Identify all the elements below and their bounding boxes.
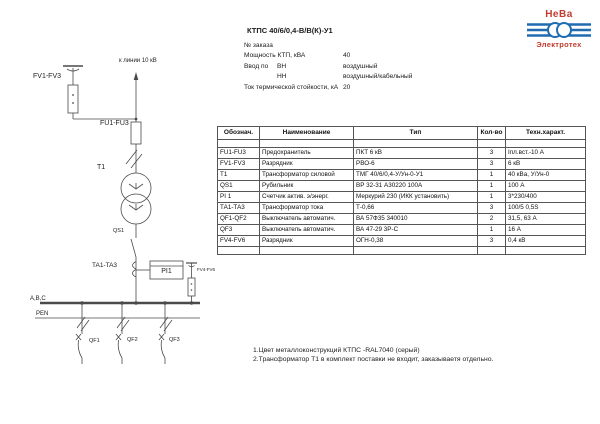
drawing-title: КТПС 40/6/0,4-В/В(К)-У1 — [247, 26, 333, 35]
table-row — [218, 140, 586, 148]
logo-text-top: НеВа — [545, 9, 573, 20]
spec-table — [217, 126, 586, 255]
qf3-label: QF3 — [169, 337, 180, 343]
table-row: ТА1-ТА3 Трансформатор тока Т-0,66 3 100/5 0,5S — [218, 203, 586, 214]
busbar-label: A,B,C — [30, 296, 46, 302]
thermal-label: Ток термической стойкости, кА — [244, 84, 339, 91]
table-row: FV1-FV3 Разрядник РВО-6 3 6 кВ — [218, 159, 586, 170]
table-row — [218, 247, 586, 255]
pen-label: PEN — [36, 311, 49, 317]
vn-label: ВН — [277, 63, 287, 70]
column-header: Обознач. — [218, 127, 260, 140]
thermal-value: 20 — [343, 84, 351, 91]
logo-text-bottom: Электротех — [536, 40, 582, 49]
table-row: QF1-QF2 Выключатель автоматич. ВА 57Ф35 340010 2 31,5, 63 А — [218, 214, 586, 225]
power-value: 40 — [343, 52, 351, 59]
column-header: Кол-во — [478, 127, 506, 140]
table-row: PI 1 Счетчик актив. э/энерг. Меркурий 230 (ИКК установить) 1 3*230/400 — [218, 192, 586, 203]
qf2-label: QF2 — [127, 337, 138, 343]
fv4-fv6-label: FV4-FV6 — [197, 267, 216, 272]
ta1-ta3-label: TA1-TA3 — [92, 262, 118, 269]
table-row: FV4-FV6 Разрядник ОГН-0,38 3 0,4 кВ — [218, 236, 586, 247]
fu1-fu3-label: FU1-FU3 — [100, 120, 129, 127]
table-row: FU1-FU3 Предохранитель ПКТ 6 кВ 3 Iпл.вст.-10 А — [218, 148, 586, 159]
note-2: 2.Трансформатор Т1 в комплект поставки не входит, заказываетя отдельно. — [253, 356, 494, 363]
nn-label: НН — [277, 73, 287, 80]
table-row: Т1 Трансформатор силовой ТМГ 40/6/0,4-У/Ун-0-У1 1 40 кВа, У/Ун-0 — [218, 170, 586, 181]
nn-value: воздушный/кабельный — [343, 73, 413, 80]
spec-table-header-row — [218, 127, 586, 140]
qs1-label: QS1 — [113, 228, 125, 234]
column-header: Тип — [354, 127, 478, 140]
t1-label: T1 — [97, 164, 106, 171]
column-header: Техн.характ. — [506, 127, 586, 140]
order-label: № заказа — [244, 42, 273, 49]
table-row: QF3 Выключатель автоматич. ВА 47-29 3Р-С 1 16 А — [218, 225, 586, 236]
input-label: Ввод по — [244, 63, 269, 70]
company-logo — [524, 9, 594, 49]
fv1-fv3-label: FV1-FV3 — [33, 73, 62, 80]
transformer-logo-icon — [527, 20, 591, 40]
spec-table-body — [218, 140, 586, 255]
vn-value: воздушный — [343, 63, 378, 70]
column-header: Наименование — [260, 127, 354, 140]
table-row: QS1 Рубильник ВР 32-31 А30220 100А 1 100 А — [218, 181, 586, 192]
note-1: 1.Цвет металлоконструкций КТПС -RAL7040 (серый) — [253, 347, 420, 354]
pi1-label: PI1 — [161, 268, 172, 275]
power-label: Мощность КТП, кВА — [244, 52, 306, 59]
to-line-label: к линии 10 кВ — [119, 58, 157, 64]
qf1-label: QF1 — [89, 338, 100, 344]
